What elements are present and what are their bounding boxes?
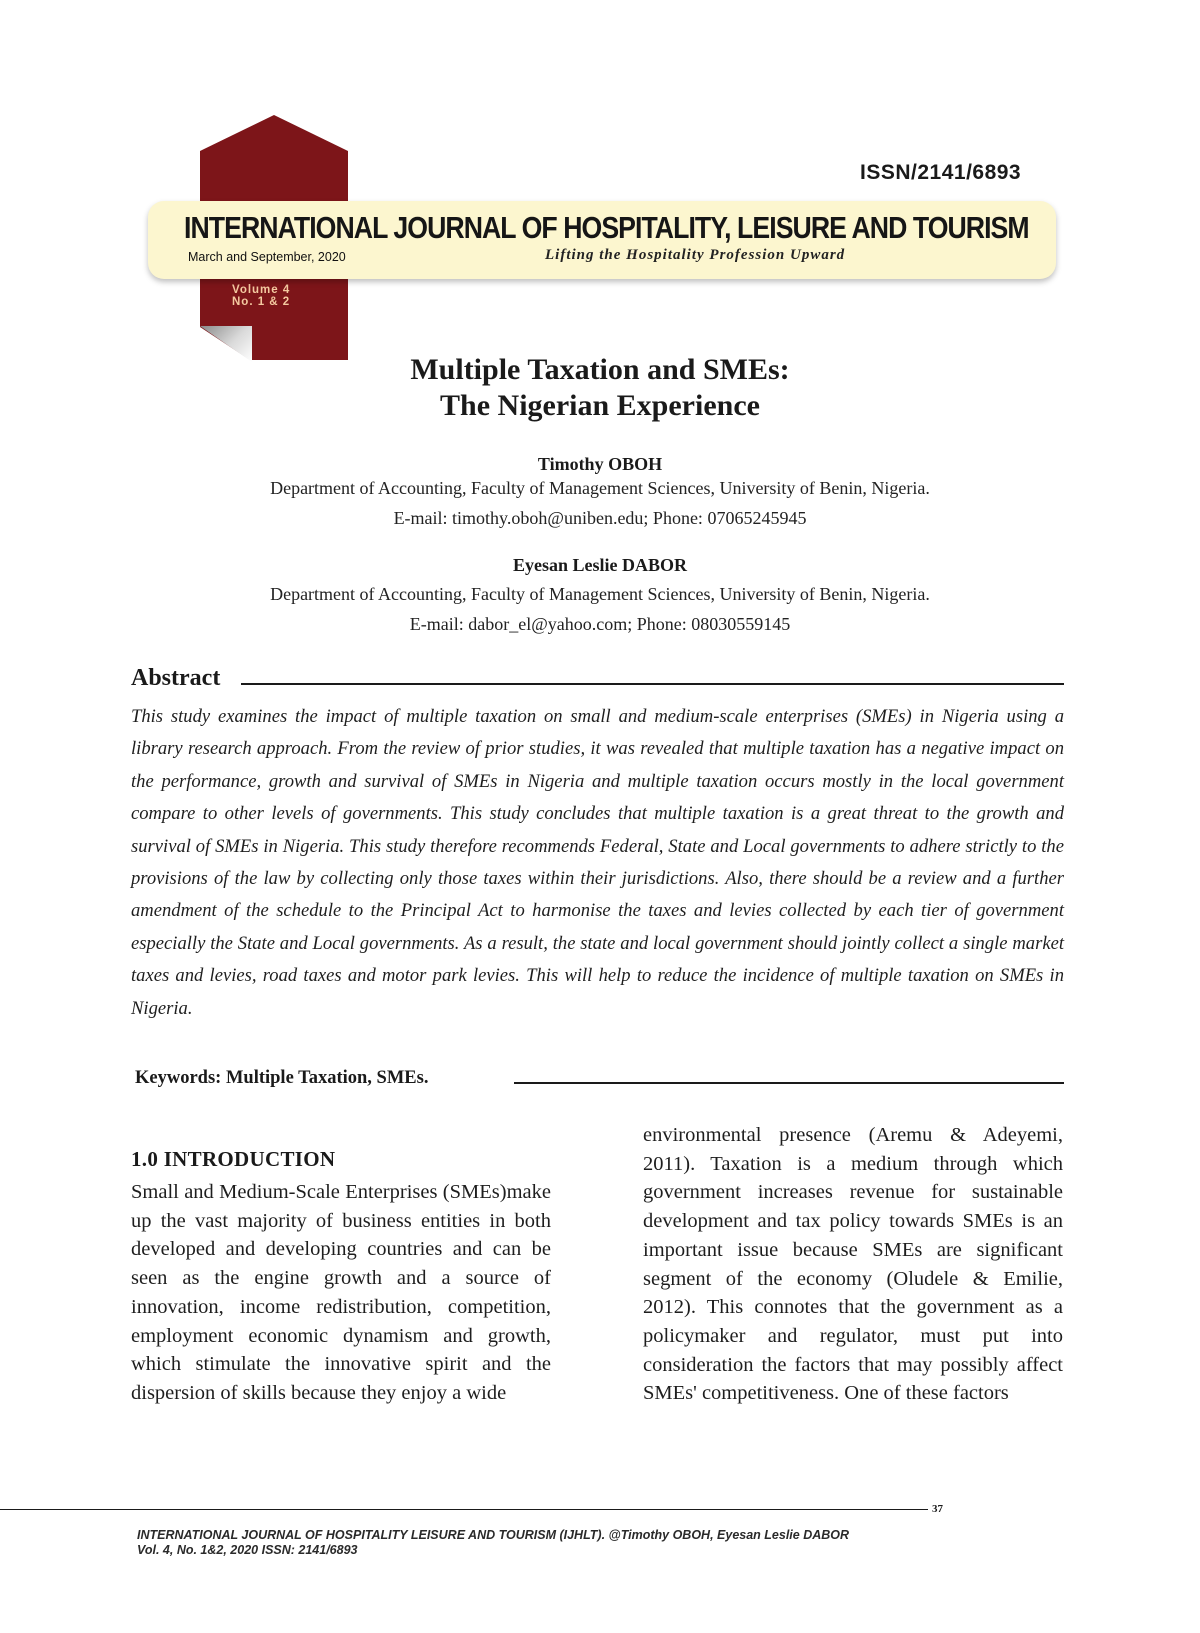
- volume-number: Volume 4: [232, 284, 291, 296]
- abstract-heading: Abstract: [131, 665, 221, 691]
- issn-label: ISSN/2141/6893: [860, 161, 1022, 184]
- author-name: Eyesan Leslie DABOR: [512, 555, 687, 575]
- footer-line-2: Vol. 4, No. 1&2, 2020 ISSN: 2141/6893: [137, 1543, 358, 1557]
- issue-number: No. 1 & 2: [232, 296, 291, 308]
- paper-title-line1: Multiple Taxation and SMEs:: [410, 353, 790, 386]
- journal-motto: Lifting the Hospitality Profession Upward: [545, 247, 846, 263]
- page-number: 37: [932, 1503, 943, 1515]
- author-name: Timothy OBOH: [537, 454, 663, 474]
- journal-title: INTERNATIONAL JOURNAL OF HOSPITALITY, LEISURE AND TOURISM: [184, 210, 1029, 245]
- paper-title-line2: The Nigerian Experience: [440, 389, 760, 422]
- author-contact[interactable]: E-mail: timothy.oboh@uniben.edu; Phone: 07065245945: [393, 508, 807, 528]
- footer-citation: [137, 1528, 1137, 1558]
- section-heading: 1.0 INTRODUCTION: [131, 1147, 336, 1171]
- keywords-rule: [514, 1082, 1064, 1084]
- paper-title: [0, 352, 1200, 424]
- abstract-rule: [241, 683, 1064, 685]
- abstract-text: This study examines the impact of multiple taxation on small and medium-scale enterprises (SMEs) in Nigeria using a library research approach. From the review of prior studies, it was revealed that multiple taxation has a negative impact on the performance, growth and survival of SMEs in Nigeria and multiple taxation occurs mostly in the local government compare to other levels of governments. This study concludes that multiple taxation is a great threat to the growth and survival of SMEs in Nigeria. This study therefore recommends Federal, State and Local governments to adhere strictly to the provisions of the law by collecting only those taxes within their jurisdictions. Also, there should be a review and a further amendment of the schedule to the Principal Act to harmonise the taxes and levies collected by each tier of government especially the State and Local governments. As a result, the state and local government should jointly collect a single market taxes and levies, road taxes and motor park levies. This will help to reduce the incidence of multiple taxation on SMEs in Nigeria.: [131, 706, 1064, 1019]
- keywords: Keywords: Multiple Taxation, SMEs.: [135, 1068, 429, 1088]
- body-column-right: environmental presence (Aremu & Adeyemi, 2011). Taxation is a medium through which government increases revenue for sustainable development and tax policy towards SMEs is an important issue because SMEs are significant segment of the economy (Oludele & Emilie, 2012). This connotes that the government as a policymaker and regulator, must put into consideration the factors that may possibly affect SMEs' competitiveness. One of these factors: [643, 1124, 1063, 1405]
- author-affiliation: Department of Accounting, Faculty of Management Sciences, University of Benin, Nigeria.: [270, 584, 930, 604]
- author-affiliation: Department of Accounting, Faculty of Management Sciences, University of Benin, Nigeria.: [270, 478, 930, 498]
- volume-label: [232, 284, 332, 308]
- author-contact[interactable]: E-mail: dabor_el@yahoo.com; Phone: 08030559145: [409, 614, 791, 634]
- footer-line-1: INTERNATIONAL JOURNAL OF HOSPITALITY LEISURE AND TOURISM (IJHLT). @Timothy OBOH, Eyesan Leslie DABOR: [137, 1528, 850, 1542]
- journal-date: March and September, 2020: [188, 250, 346, 264]
- body-column-left: Small and Medium-Scale Enterprises (SMEs)make up the vast majority of business entities in both developed and developing countries and can be seen as the engine growth and a source of innovation, income redistribution, competition, employment economic dynamism and growth, which stimulate the innovative spirit and the dispersion of skills because they enjoy a wide: [131, 1181, 551, 1404]
- footer-rule: [0, 1509, 928, 1510]
